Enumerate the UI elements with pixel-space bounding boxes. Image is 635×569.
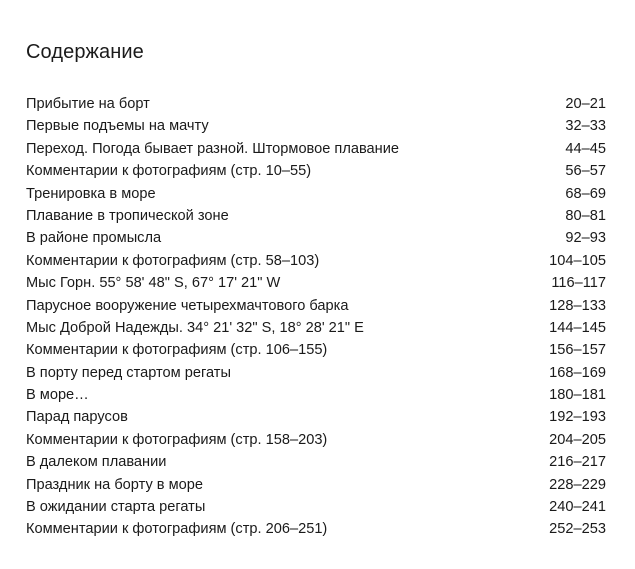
- toc-entry-pages: 20–21: [565, 96, 606, 112]
- toc-entry-pages: 92–93: [565, 230, 606, 247]
- toc-entry-pages: 204–205: [549, 431, 606, 448]
- toc-entry-label: В море…: [26, 387, 89, 404]
- toc-entry-label: Комментарии к фотографиям (стр. 10–55): [26, 163, 312, 180]
- toc-entry-pages: 44–45: [565, 140, 606, 157]
- toc-entry-label: Прибытие на борт: [26, 96, 150, 112]
- toc-entry-label: Мыс Доброй Надежды. 34° 21' 32" S, 18° 28' 21" E: [26, 319, 364, 336]
- toc-entry-pages: 56–57: [565, 163, 606, 180]
- toc-entry-pages: 228–229: [549, 476, 606, 493]
- toc-entry: [26, 474, 606, 496]
- toc-entry-pages: 168–169: [549, 364, 606, 381]
- table-of-contents: [26, 93, 606, 541]
- toc-entry-pages: 116–117: [551, 275, 606, 292]
- toc-entry-label: Комментарии к фотографиям (стр. 158–203): [26, 431, 328, 448]
- toc-entry-label: В далеком плавании: [26, 454, 167, 471]
- toc-entry: [26, 227, 606, 249]
- toc-entry-pages: 240–241: [549, 499, 606, 516]
- toc-entry-pages: 192–193: [549, 409, 606, 426]
- toc-entry: [26, 429, 606, 451]
- toc-entry: [26, 362, 606, 384]
- toc-entry-pages: 216–217: [549, 454, 606, 471]
- toc-entry: [26, 518, 606, 540]
- toc-entry: [26, 451, 606, 473]
- toc-entry-pages: 68–69: [565, 185, 606, 202]
- toc-entry-pages: 180–181: [549, 387, 606, 404]
- toc-entry-pages: 32–33: [565, 118, 606, 135]
- toc-entry: [26, 160, 606, 182]
- toc-entry: [26, 250, 606, 272]
- toc-entry-label: Плавание в тропической зоне: [26, 207, 229, 224]
- toc-entry-label: Первые подъемы на мачту: [26, 118, 209, 135]
- toc-entry-pages: 80–81: [565, 207, 606, 224]
- toc-entry-label: В районе промысла: [26, 230, 162, 247]
- toc-entry-label: Переход. Погода бывает разной. Штормовое плавание: [26, 140, 400, 157]
- toc-entry-label: Праздник на борту в море: [26, 476, 203, 493]
- toc-entry: [26, 183, 606, 205]
- toc-entry: [26, 295, 606, 317]
- toc-entry-pages: 156–157: [549, 342, 606, 359]
- toc-entry: [26, 339, 606, 361]
- toc-entry: [26, 138, 606, 160]
- toc-entry: [26, 317, 606, 339]
- toc-entry-label: Комментарии к фотографиям (стр. 206–251): [26, 521, 328, 538]
- toc-entry: [26, 406, 606, 428]
- toc-entry-label: Парусное вооружение четырехмачтового барка: [26, 297, 349, 314]
- toc-entry-pages: 144–145: [549, 319, 606, 336]
- toc-entry-label: В ожидании старта регаты: [26, 499, 206, 516]
- toc-entry-pages: 252–253: [549, 521, 606, 538]
- toc-entry-label: Комментарии к фотографиям (стр. 106–155): [26, 342, 328, 359]
- toc-entry: [26, 384, 606, 406]
- toc-entry-pages: 104–105: [549, 252, 606, 269]
- toc-entry-label: В порту перед стартом регаты: [26, 364, 231, 381]
- toc-entry-label: Тренировка в море: [26, 185, 156, 202]
- toc-entry: [26, 205, 606, 227]
- toc-entry: [26, 115, 606, 137]
- toc-entry-pages: 128–133: [549, 297, 606, 314]
- toc-entry-label: Комментарии к фотографиям (стр. 58–103): [26, 252, 320, 269]
- toc-entry: [26, 272, 606, 294]
- toc-entry-label: Парад парусов: [26, 409, 128, 426]
- toc-entry: [26, 496, 606, 518]
- page-title: Содержание: [26, 41, 144, 63]
- toc-entry: [26, 93, 606, 115]
- toc-entry-label: Мыс Горн. 55° 58' 48" S, 67° 17' 21" W: [26, 275, 281, 292]
